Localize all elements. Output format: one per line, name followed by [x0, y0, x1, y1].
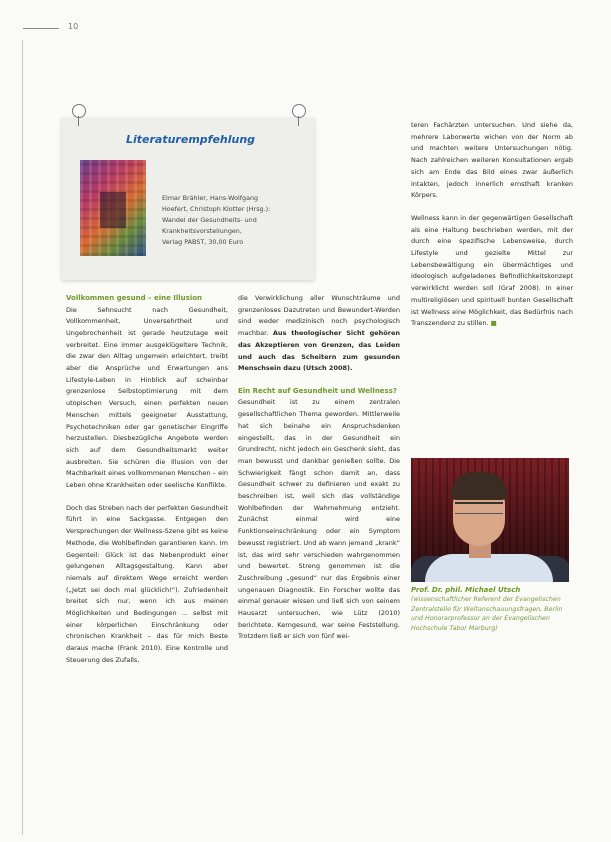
- paragraph-text: die Verwirklichung aller Wunschträume und grenzenloses Dazutreten und Bewundert-Werden sind weder medizinisch noch psychologisch machbar.: [238, 294, 400, 338]
- book-info-line: Verlag PABST, 30,00 Euro: [162, 238, 244, 246]
- page-number: 10: [68, 22, 79, 31]
- bold-statement: Aus theologischer Sicht gehören das Akzeptieren von Grenzen, das Leiden und auch das Scheitern zum gesunden Menschsein dazu (Utsch 2008).: [238, 329, 400, 373]
- recommendation-title: Literaturempfehlung: [126, 133, 256, 146]
- article-column-2: [238, 293, 400, 643]
- pin-icon: [292, 104, 306, 118]
- portrait-caption: [411, 586, 573, 633]
- header-rule: [23, 28, 59, 29]
- margin-line: [22, 40, 23, 835]
- paragraph: Gesundheit ist zu einem zentralen gesellschaftlichen Thema geworden. Mittlerweile hat sich beinahe ein Anspruchsdenken eingestellt, das in der Gesundheit ein Grundrecht, nicht jedoch ein Geschenk sieht, das man bewusst und dankbar genießen sollte. Die Schwierigkeit fängt schon damit an, dass Gesundheit schwer zu definieren und exakt zu beschreiben ist, weil sich das vollständige Wohlbefinden der Wahrnehmung entzieht. Zunächst einmal wird eine Funktionseinschränkung oder ein Symptom bewusst registriert. Und ab wann jemand „krank“ ist, das wird sehr verschieden wahrgenommen und bewertet. Streng genommen ist die Zuschreibung „gesund“ nur das Ergebnis einer ungenauen Diagnostik. Ein Forscher wollte das einmal genauer wissen und ließ sich von seinem Hausarzt untersuchen, wie Lütz (2010) berichtete. Kerngesund, war seine Feststellung. Trotzdem ließ er sich von fünf wei-: [238, 398, 400, 641]
- paragraph: [411, 213, 573, 330]
- article-column-3: [411, 120, 573, 330]
- book-info-line: Hoefert, Christoph Klotter (Hrsg.):: [162, 205, 271, 213]
- book-info: [162, 193, 307, 248]
- end-mark-icon: ■: [490, 319, 497, 328]
- paragraph: Die Sehnsucht nach Gesundheit, Vollkommenheit, Unversehrtheit und Ungebrochenheit ist gerade heutzutage weit verbreitet. Eine immer ausgeklügeltere Technik, die zwar den Alltag ungemein erleichtert, treibt aber die Ansprüche und Erwartungen ans Lifestyle-Leben in Hinblick auf scheinbar grenzenlose Selbstoptimierung mit dem utopischen Versuch, einen perfekten neuen Menschen mittels geeigneter Ausstattung, Psychotechniken oder gar genetischer Eingriffe herzustellen. Diesbezügliche Angebote werden sich auf dem Gesundheitsmarkt weiter ausbreiten. Sie schüren die Illusion von der Machbarkeit eines vollkommenen Menschen – ein Leben ohne Krankheiten oder seelische Konflikte.: [66, 305, 228, 490]
- paragraph: Doch das Streben nach der perfekten Gesundheit führt in eine Sackgasse. Entgegen den Versprechungen der Wellness-Szene gibt es keine Methode, die Wohlbefinden garantieren kann. Im Gegenteil: Glück ist das Nebenprodukt einer gelungenen Alltagsgestaltung. Kann aber niemals auf direktem Wege erreicht werden („Jetzt sei doch mal glücklich!“). Zufriedenheit breitet sich nur, wenn ich aus meinen Möglichkeiten und Bedingungen ... selbst mit einer körperlichen Einschränkung oder chronischen Krankheit – das für mich Beste daraus mache (Frank 2010). Eine Kontrolle und Steuerung des Zufalls,: [66, 503, 228, 664]
- book-info-line: Wandel der Gesundheits- und: [162, 216, 257, 224]
- paragraph-text: Wellness kann in der gegenwärtigen Gesellschaft als eine Haltung beschrieben werden, mit der durch eine spezifische Lebensweise, durch Lifestyle und gezielte Mittel zur Lebensbewältigung ein übermächtiges und ideologisch aufgeladenes Befindlichkeitskonzept verwirklicht werden soll (Graf 2008). In einer multireligiösen und spirituell bunten Gesellschaft ist Wellness eine Möglichkeit, das Bedürfnis nach Transzendenz zu stillen.: [411, 213, 573, 328]
- glasses: [455, 502, 503, 514]
- book-info-line: Elmar Brähler, Hans-Wolfgang: [162, 194, 259, 202]
- paragraph: [238, 293, 400, 375]
- author-description: (wissenschaftlicher Referent der Evangelischen Zentralstelle für Weltanschauungsfragen, Berlin und Honorarprofessor an der Evangelischen Hochschule Tabor Marburg): [411, 596, 563, 632]
- book-info-line: Krankheitsvorstellungen,: [162, 227, 242, 235]
- section-heading: Vollkommen gesund – eine Illusion: [66, 294, 203, 302]
- section-heading: Ein Recht auf Gesundheit und Wellness?: [238, 386, 397, 395]
- author-portrait: [411, 458, 569, 582]
- author-name: Prof. Dr. phil. Michael Utsch: [411, 586, 521, 594]
- pin-icon: [72, 104, 86, 118]
- book-cover-icon: [80, 160, 146, 256]
- literature-recommendation-card: [62, 118, 314, 280]
- article-column-1: [66, 293, 228, 667]
- paragraph: teren Fachärzten untersuchen. Und siehe da, mehrere Laborwerte wichen von der Norm ab und machten weitere Untersuchungen nötig. Nach zahlreichen weiteren Konsultationen ergab sich am Ende das Bild eines zwar äußerlich intakten, jedoch innerlich ernsthaft kranken Körpers.: [411, 121, 573, 200]
